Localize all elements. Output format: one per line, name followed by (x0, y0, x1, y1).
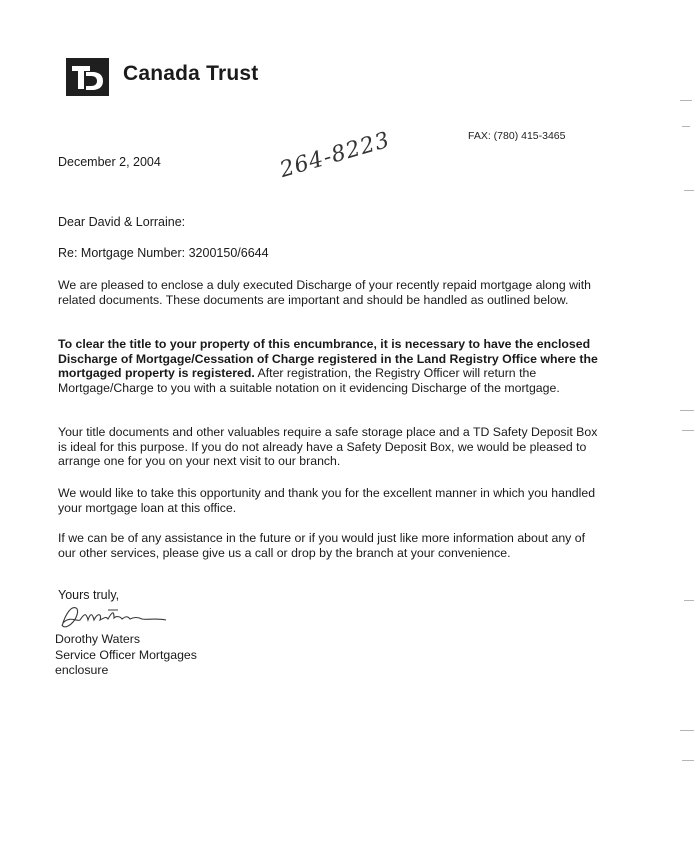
scan-mark (680, 100, 692, 101)
scan-mark (682, 760, 694, 761)
td-logo-icon (66, 58, 109, 96)
bank-name: Canada Trust (123, 62, 259, 85)
paragraph-safety-deposit: Your title documents and other valuables require a safe storage place and a TD Safety Deposit Box is ideal for this purpose. If you do not already have a Safety Deposit Box, we would be pleased to arrange one for you on your next visit to our branch. (58, 425, 598, 469)
paragraph-thank-you: We would like to take this opportunity and thank you for the excellent manner in which you handled your mortgage loan at this office. (58, 486, 596, 515)
paragraph-registration (58, 337, 603, 395)
paragraph-discharge-enclosed: We are pleased to enclose a duly executed Discharge of your recently repaid mortgage along with related documents. These documents are important and should be handled as outlined below. (58, 278, 591, 307)
handwritten-phone-note: 264-8223 (277, 127, 394, 183)
registration-instruction-rest: After registration, the Registry Officer will return the Mortgage/Charge to you with a suitable notation on it evidencing Discharge of the mortgage. (58, 366, 560, 395)
signer-title: Service Officer Mortgages (55, 648, 197, 662)
scan-mark (680, 730, 694, 731)
fax-number: FAX: (780) 415-3465 (468, 130, 566, 142)
paragraph-assistance: If we can be of any assistance in the future or if you would just like more information about any of our other services, please give us a call or drop by the branch at your convenience. (58, 531, 586, 560)
closing: Yours truly, (58, 588, 120, 602)
scan-mark (684, 190, 694, 191)
registration-instruction-bold: To clear the title to your property of this encumbrance, it is necessary to have the enclosed Discharge of Mortgage/Cessation of Charge registered in the Land Registry Office where the mortgaged property is registered. (58, 337, 598, 381)
scan-mark (682, 430, 694, 431)
mortgage-reference: Re: Mortgage Number: 3200150/6644 (58, 246, 269, 260)
signer-name: Dorothy Waters (55, 632, 140, 646)
scan-mark (682, 126, 690, 127)
letter-date: December 2, 2004 (58, 155, 161, 169)
scan-mark (684, 600, 694, 601)
scan-mark (680, 410, 694, 411)
enclosure-note: enclosure (55, 663, 109, 677)
salutation: Dear David & Lorraine: (58, 215, 186, 229)
